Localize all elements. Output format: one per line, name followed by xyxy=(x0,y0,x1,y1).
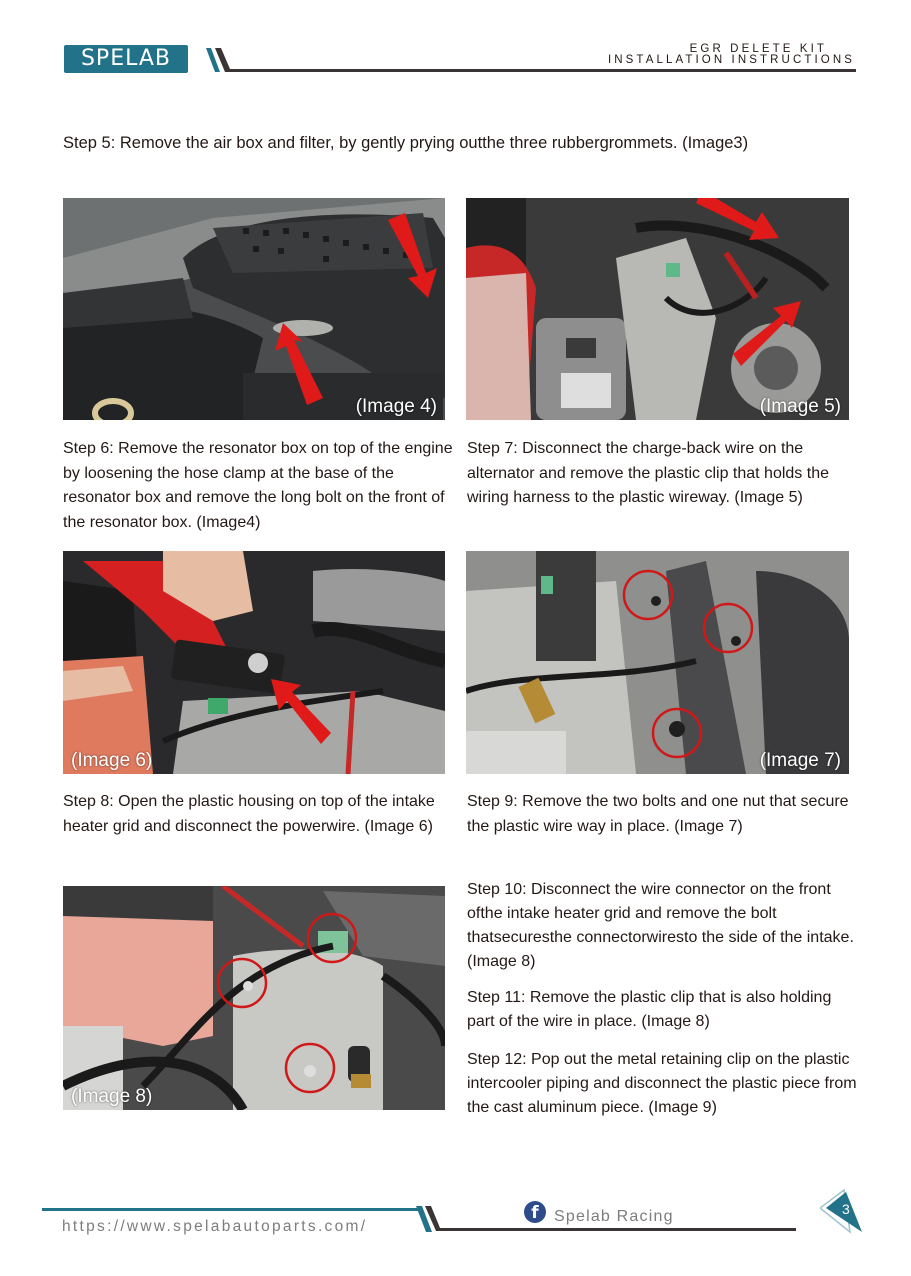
step-5-text: Step 5: Remove the air box and filter, by gently prying outthe three rubbergrommets. (Image3) xyxy=(63,134,749,152)
logo-text: SPELAB xyxy=(80,46,172,71)
step-9-text: Step 9: Remove the two bolts and one nut that secure the plastic wire way in place. (Image 7) xyxy=(467,793,849,835)
image-6-heater-grid-power-wire xyxy=(63,551,445,774)
facebook-page-link[interactable]: Spelab Racing xyxy=(554,1208,674,1225)
image-7-plastic-wireway xyxy=(466,551,849,774)
image-8-photo xyxy=(63,886,445,1110)
image-5-photo xyxy=(466,198,849,420)
document-title-line2: INSTALLATION INSTRUCTIONS xyxy=(607,54,855,66)
website-link[interactable]: https://www.spelabautoparts.com/ xyxy=(62,1218,368,1235)
image-6-caption: (Image 6) xyxy=(71,750,153,771)
image-7-caption: (Image 7) xyxy=(759,750,841,771)
step-6-text: Step 6: Remove the resonator box on top of the engine by loosening the hose clamp at the base of the resonator box and remove the long bolt on the front of the resonator box. (Image4) xyxy=(63,440,453,531)
image-4-resonator-box xyxy=(63,198,445,420)
step-7-text: Step 7: Disconnect the charge-back wire on the alternator and remove the plastic clip that holds the wiring harness to the plastic wireway. (Image 5) xyxy=(467,440,829,507)
header-rule xyxy=(228,69,856,72)
image-7-photo xyxy=(466,551,849,774)
step-11-text: Step 11: Remove the plastic clip that is also holding part of the wire in place. (Image 8) xyxy=(467,989,832,1030)
footer-blue-rule xyxy=(42,1208,422,1211)
image-8-caption: (Image 8) xyxy=(71,1086,153,1107)
document-title-line1: EGR DELETE KIT xyxy=(689,43,827,55)
image-8-intake-connector xyxy=(63,886,445,1110)
facebook-icon[interactable]: f xyxy=(524,1201,546,1223)
spelab-logo xyxy=(64,45,188,73)
image-5-caption: (Image 5) xyxy=(759,396,841,417)
image-5-alternator-wiring xyxy=(466,198,849,420)
step-10-text: Step 10: Disconnect the wire connector on the front ofthe intake heater grid and remove the bolt thatsecuresthe connectorwiresto the side of the intake. (Image 8) xyxy=(467,881,854,970)
image-4-photo xyxy=(63,198,445,420)
footer-dark-rule xyxy=(438,1228,796,1231)
step-12-text: Step 12: Pop out the metal retaining clip on the plastic intercooler piping and disconnect the plastic piece from the cast aluminum piece. (Image 9) xyxy=(467,1051,857,1116)
image-6-photo xyxy=(63,551,445,774)
step-8-text: Step 8: Open the plastic housing on top of the intake heater grid and disconnect the powerwire. (Image 6) xyxy=(63,793,435,835)
image-4-caption: (Image 4) xyxy=(355,396,437,417)
page-number: 3 xyxy=(842,1201,850,1217)
document-title xyxy=(608,44,855,66)
